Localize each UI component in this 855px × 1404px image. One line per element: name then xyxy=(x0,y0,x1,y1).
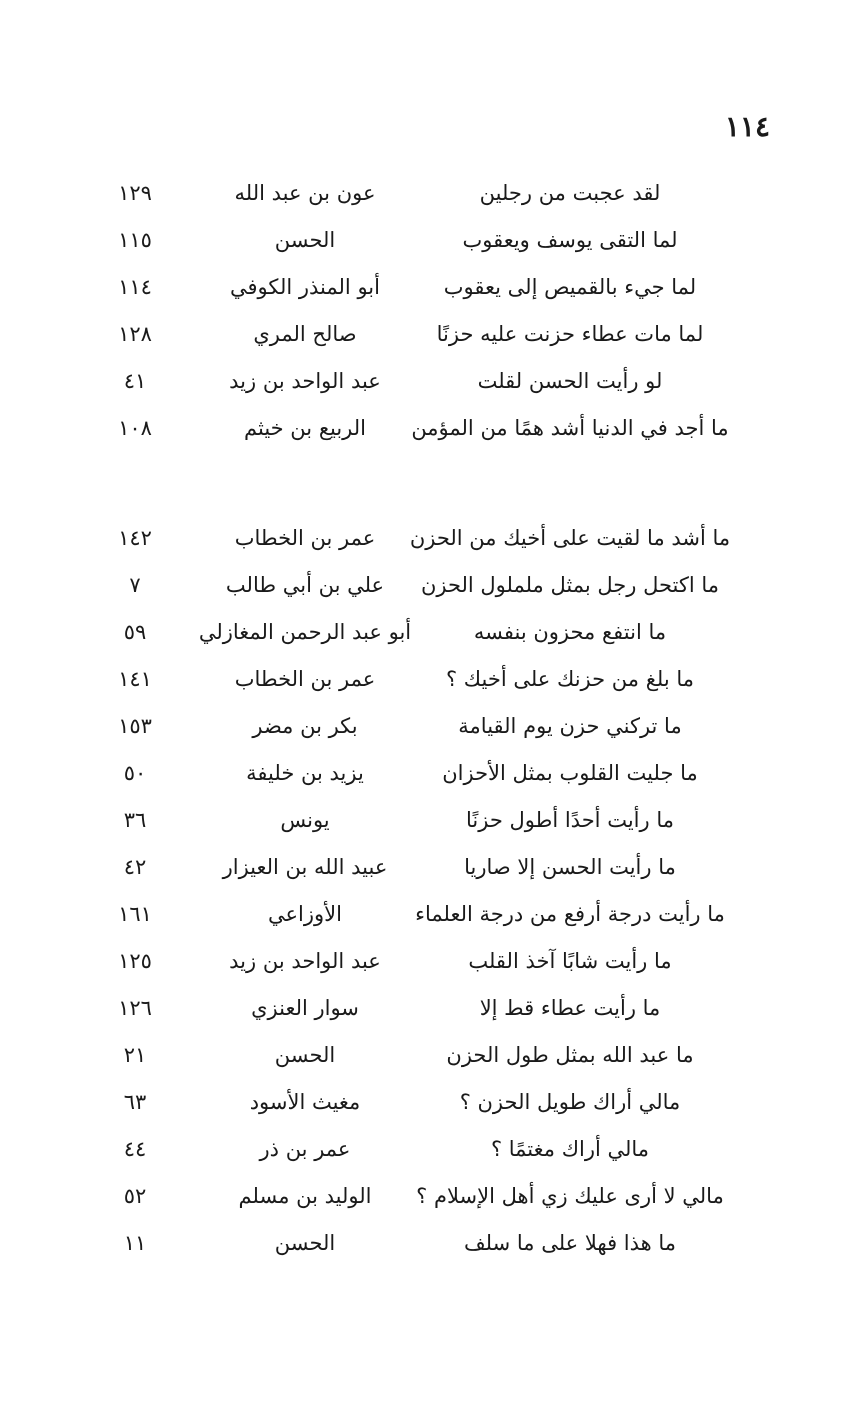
index-narrator: عبد الواحد بن زيد xyxy=(229,369,381,393)
index-page-ref: ١٦١ xyxy=(118,902,152,926)
index-narrator: عمر بن الخطاب xyxy=(234,667,376,691)
page-number: ١١٤ xyxy=(724,110,770,143)
index-narrator: الوليد بن مسلم xyxy=(238,1184,372,1208)
index-phrase: ما اكتحل رجل بمثل ململول الحزن xyxy=(420,573,720,597)
index-page-ref: ١١٤ xyxy=(118,275,152,299)
index-row xyxy=(0,1173,855,1220)
index-phrase: ما بلغ من حزنك على أخيك ؟ xyxy=(445,667,694,691)
index-narrator: عبيد الله بن العيزار xyxy=(222,855,388,879)
index-narrator: بكر بن مضر xyxy=(252,714,358,738)
index-row xyxy=(0,311,855,358)
index-narrator: الحسن xyxy=(274,1231,336,1255)
index-block-1 xyxy=(0,170,855,452)
index-row xyxy=(0,797,855,844)
index-page-ref: ١٤١ xyxy=(118,667,152,691)
index-page-ref: ٧ xyxy=(129,573,141,597)
index-page-ref: ٤١ xyxy=(123,369,147,393)
index-row xyxy=(0,1126,855,1173)
index-row xyxy=(0,609,855,656)
index-page-ref: ٣٦ xyxy=(123,808,147,832)
index-row xyxy=(0,703,855,750)
index-row xyxy=(0,844,855,891)
index-phrase: ما رأيت درجة أرفع من درجة العلماء xyxy=(415,902,725,926)
index-narrator: علي بن أبي طالب xyxy=(225,573,385,597)
index-phrase: لما مات عطاء حزنت عليه حزنًا xyxy=(436,322,704,346)
index-page-ref: ١٥٣ xyxy=(118,714,152,738)
index-narrator: الربيع بن خيثم xyxy=(244,416,366,440)
index-row xyxy=(0,938,855,985)
index-phrase: مالي أراك مغتمًا ؟ xyxy=(490,1137,650,1161)
index-page-ref: ١٠٨ xyxy=(118,416,152,440)
index-page-ref: ١٢٩ xyxy=(118,181,152,205)
index-page-ref: ٥٢ xyxy=(123,1184,147,1208)
index-page-ref: ١١ xyxy=(123,1231,147,1255)
index-narrator: الأوزاعي xyxy=(268,902,342,926)
index-phrase: ما رأيت عطاء قط إلا xyxy=(479,996,661,1020)
index-phrase: ما أشد ما لقيت على أخيك من الحزن xyxy=(409,526,731,550)
index-row xyxy=(0,1220,855,1267)
index-narrator: أبو عبد الرحمن المغازلي xyxy=(198,620,412,644)
index-narrator: عمر بن الخطاب xyxy=(234,526,376,550)
index-row xyxy=(0,985,855,1032)
index-page-ref: ٤٤ xyxy=(123,1137,147,1161)
index-phrase: ما عبد الله بمثل طول الحزن xyxy=(446,1043,694,1067)
index-phrase: لو رأيت الحسن لقلت xyxy=(477,369,663,393)
index-page-ref: ٤٢ xyxy=(123,855,147,879)
index-phrase: ما هذا فهلا على ما سلف xyxy=(463,1231,677,1255)
index-row xyxy=(0,264,855,311)
index-block-2 xyxy=(0,515,855,1267)
index-phrase: ما جليت القلوب بمثل الأحزان xyxy=(442,761,698,785)
index-row xyxy=(0,515,855,562)
index-phrase: لما التقى يوسف ويعقوب xyxy=(462,228,678,252)
index-page-ref: ١٢٦ xyxy=(118,996,152,1020)
index-narrator: صالح المري xyxy=(253,322,357,346)
index-page-ref: ٥٩ xyxy=(123,620,147,644)
index-row xyxy=(0,217,855,264)
index-row xyxy=(0,656,855,703)
index-phrase: لما جيء بالقميص إلى يعقوب xyxy=(443,275,697,299)
index-page-ref: ١٢٥ xyxy=(118,949,152,973)
index-narrator: مغيث الأسود xyxy=(249,1090,361,1114)
index-page-ref: ٦٣ xyxy=(123,1090,147,1114)
index-row xyxy=(0,358,855,405)
index-phrase: ما انتفع محزون بنفسه xyxy=(473,620,667,644)
index-narrator: عبد الواحد بن زيد xyxy=(229,949,381,973)
index-narrator: أبو المنذر الكوفي xyxy=(230,275,380,299)
index-row xyxy=(0,562,855,609)
index-narrator: يزيد بن خليفة xyxy=(246,761,364,785)
index-page-ref: ١١٥ xyxy=(118,228,152,252)
index-narrator: الحسن xyxy=(274,1043,336,1067)
index-row xyxy=(0,1079,855,1126)
index-phrase: مالي أراك طويل الحزن ؟ xyxy=(459,1090,681,1114)
index-page-ref: ١٤٢ xyxy=(118,526,152,550)
index-phrase: لقد عجبت من رجلين xyxy=(479,181,661,205)
index-page-ref: ١٢٨ xyxy=(118,322,152,346)
index-narrator: عمر بن ذر xyxy=(259,1137,351,1161)
index-row xyxy=(0,170,855,217)
index-phrase: مالي لا أرى عليك زي أهل الإسلام ؟ xyxy=(416,1184,724,1208)
index-row xyxy=(0,1032,855,1079)
index-narrator: يونس xyxy=(280,808,330,832)
index-phrase: ما تركني حزن يوم القيامة xyxy=(458,714,682,738)
index-row xyxy=(0,405,855,452)
index-phrase: ما رأيت أحدًا أطول حزنًا xyxy=(466,808,674,832)
index-phrase: ما رأيت شابًا آخذ القلب xyxy=(468,949,672,973)
index-page-ref: ٥٠ xyxy=(123,761,147,785)
index-row xyxy=(0,750,855,797)
index-row xyxy=(0,891,855,938)
index-narrator: عون بن عبد الله xyxy=(234,181,376,205)
index-phrase: ما أجد في الدنيا أشد همًا من المؤمن xyxy=(411,416,729,440)
index-narrator: الحسن xyxy=(274,228,336,252)
index-phrase: ما رأيت الحسن إلا صاريا xyxy=(464,855,676,879)
index-narrator: سوار العنزي xyxy=(251,996,359,1020)
index-page-ref: ٢١ xyxy=(123,1043,147,1067)
